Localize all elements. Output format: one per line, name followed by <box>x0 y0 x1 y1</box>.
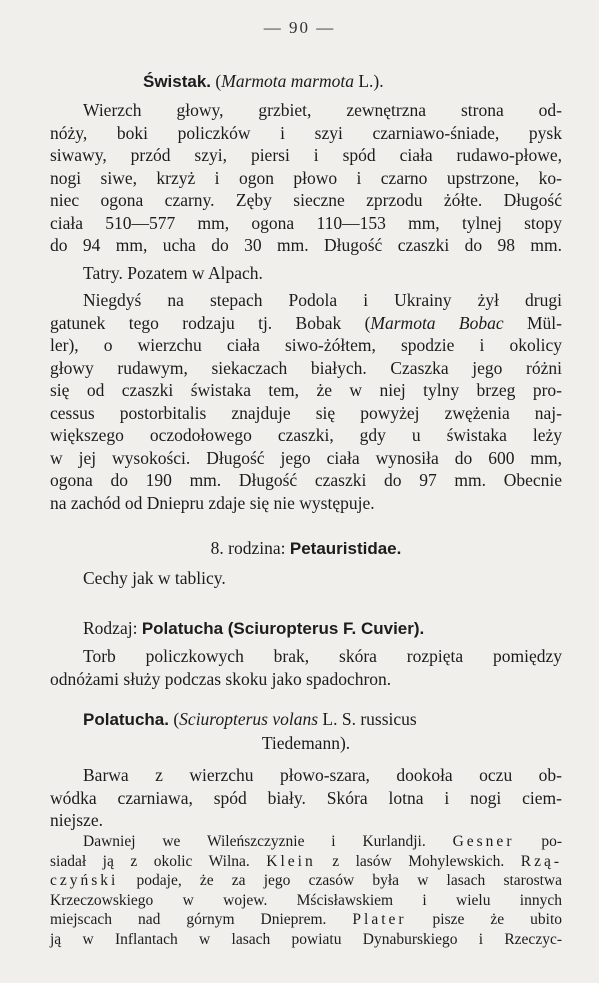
author-name: Plater <box>352 911 407 928</box>
species-heading-swistak: Świstak. (Marmota marmota L.). <box>143 71 384 91</box>
latin-name: Marmota Bobac <box>370 312 504 333</box>
author-name: Rzą- <box>520 852 563 870</box>
bobak-paragraph: Niegdyś na stepach Podola i Ukrainy żył drugi gatunek tego rodzaju tj. Bobak (Marmota Bobac Mül- ler), o wierzchu ciała siwo-żółtem, spodzie i okolicy głowy rudawym, siekaczach białych. Czaszka jego różni się od czaszki świstaka tem, że w niej tylny brzeg pro- cessus postorbitalis znajduje się powyżej zwężenia naj- większego oczodołowego czaszki, gdy u świstaka leży w jej wysokości. Długość jego ciała wynosiła do 600 mm, ogona do 190 mm. Długość czaszki do 97 mm. Obecnie na zachód od Dniepru zdaje się nie występuje. <box>50 290 562 513</box>
genus-heading: Rodzaj: Polatucha (Sciuropterus F. Cuvier). <box>83 618 425 638</box>
family-note: Cechy jak w tablicy. <box>83 568 226 588</box>
author-name: Gesner <box>452 833 515 850</box>
latin-name: Marmota marmota <box>221 71 354 91</box>
swistak-range: Tatry. Pozatem w Alpach. <box>83 263 263 283</box>
latin-name: Sciuropterus volans <box>179 709 319 729</box>
family-heading: 8. rodzina: Petauristidae. <box>210 538 402 558</box>
species-heading-polatucha: Polatucha. (Sciuropterus volans L. S. russicus Tiedemann). <box>83 709 417 753</box>
polatucha-history-note: Dawniej we Wileńszczyznie i Kurlandji. Gesner po- siadał ją z okolic Wilna. Klein z lasów Mohylewskich. Rzą- czyński podaje, że za jego czasów była w lasach starostwa Krzeczowskiego w wojew. Mścisławskiem i wielu innych miejscach nad górnym Dnieprem. Plater pisze że ubito ją w Inflantach w lasach powiatu Dynaburskiego i Rzeczyc- <box>50 833 563 948</box>
author-name: Klein <box>266 852 316 870</box>
author-name: czyński <box>50 872 119 889</box>
polatucha-description: Barwa z wierzchu płowo-szara, dookoła oczu ob- wódka czarniawa, spód biały. Skóra lotna i nogi ciem- niejsze. <box>50 765 562 830</box>
page-number: — 90 — <box>263 18 336 37</box>
family-name: Petauristidae. <box>289 539 402 558</box>
genus-description: Torb policzkowych brak, skóra rozpięta pomiędzy odnóżami służy podczas skoku jako spadochron. <box>50 646 562 689</box>
genus-name: Polatucha (Sciuropterus F. Cuvier). <box>141 619 425 638</box>
swistak-description: Wierzch głowy, grzbiet, zewnętrzna strona od- nóży, boki policzków i szyi czarniawo-śniade, pysk siwawy, przód szyi, piersi i spód ciała rudawo-płowe, nogi siwe, krzyż i ogon płowo i czarno upstrzone, ko- niec ogona czarny. Zęby sieczne zprzodu żółte. Długość ciała 510—577 mm, ogona 110—153 mm, tylnej stopy do 94 mm, ucha do 30 mm. Długość czaszki do 98 mm. <box>50 100 562 255</box>
species-name-bold: Świstak. <box>143 72 212 91</box>
species-name-bold: Polatucha. <box>83 710 169 729</box>
